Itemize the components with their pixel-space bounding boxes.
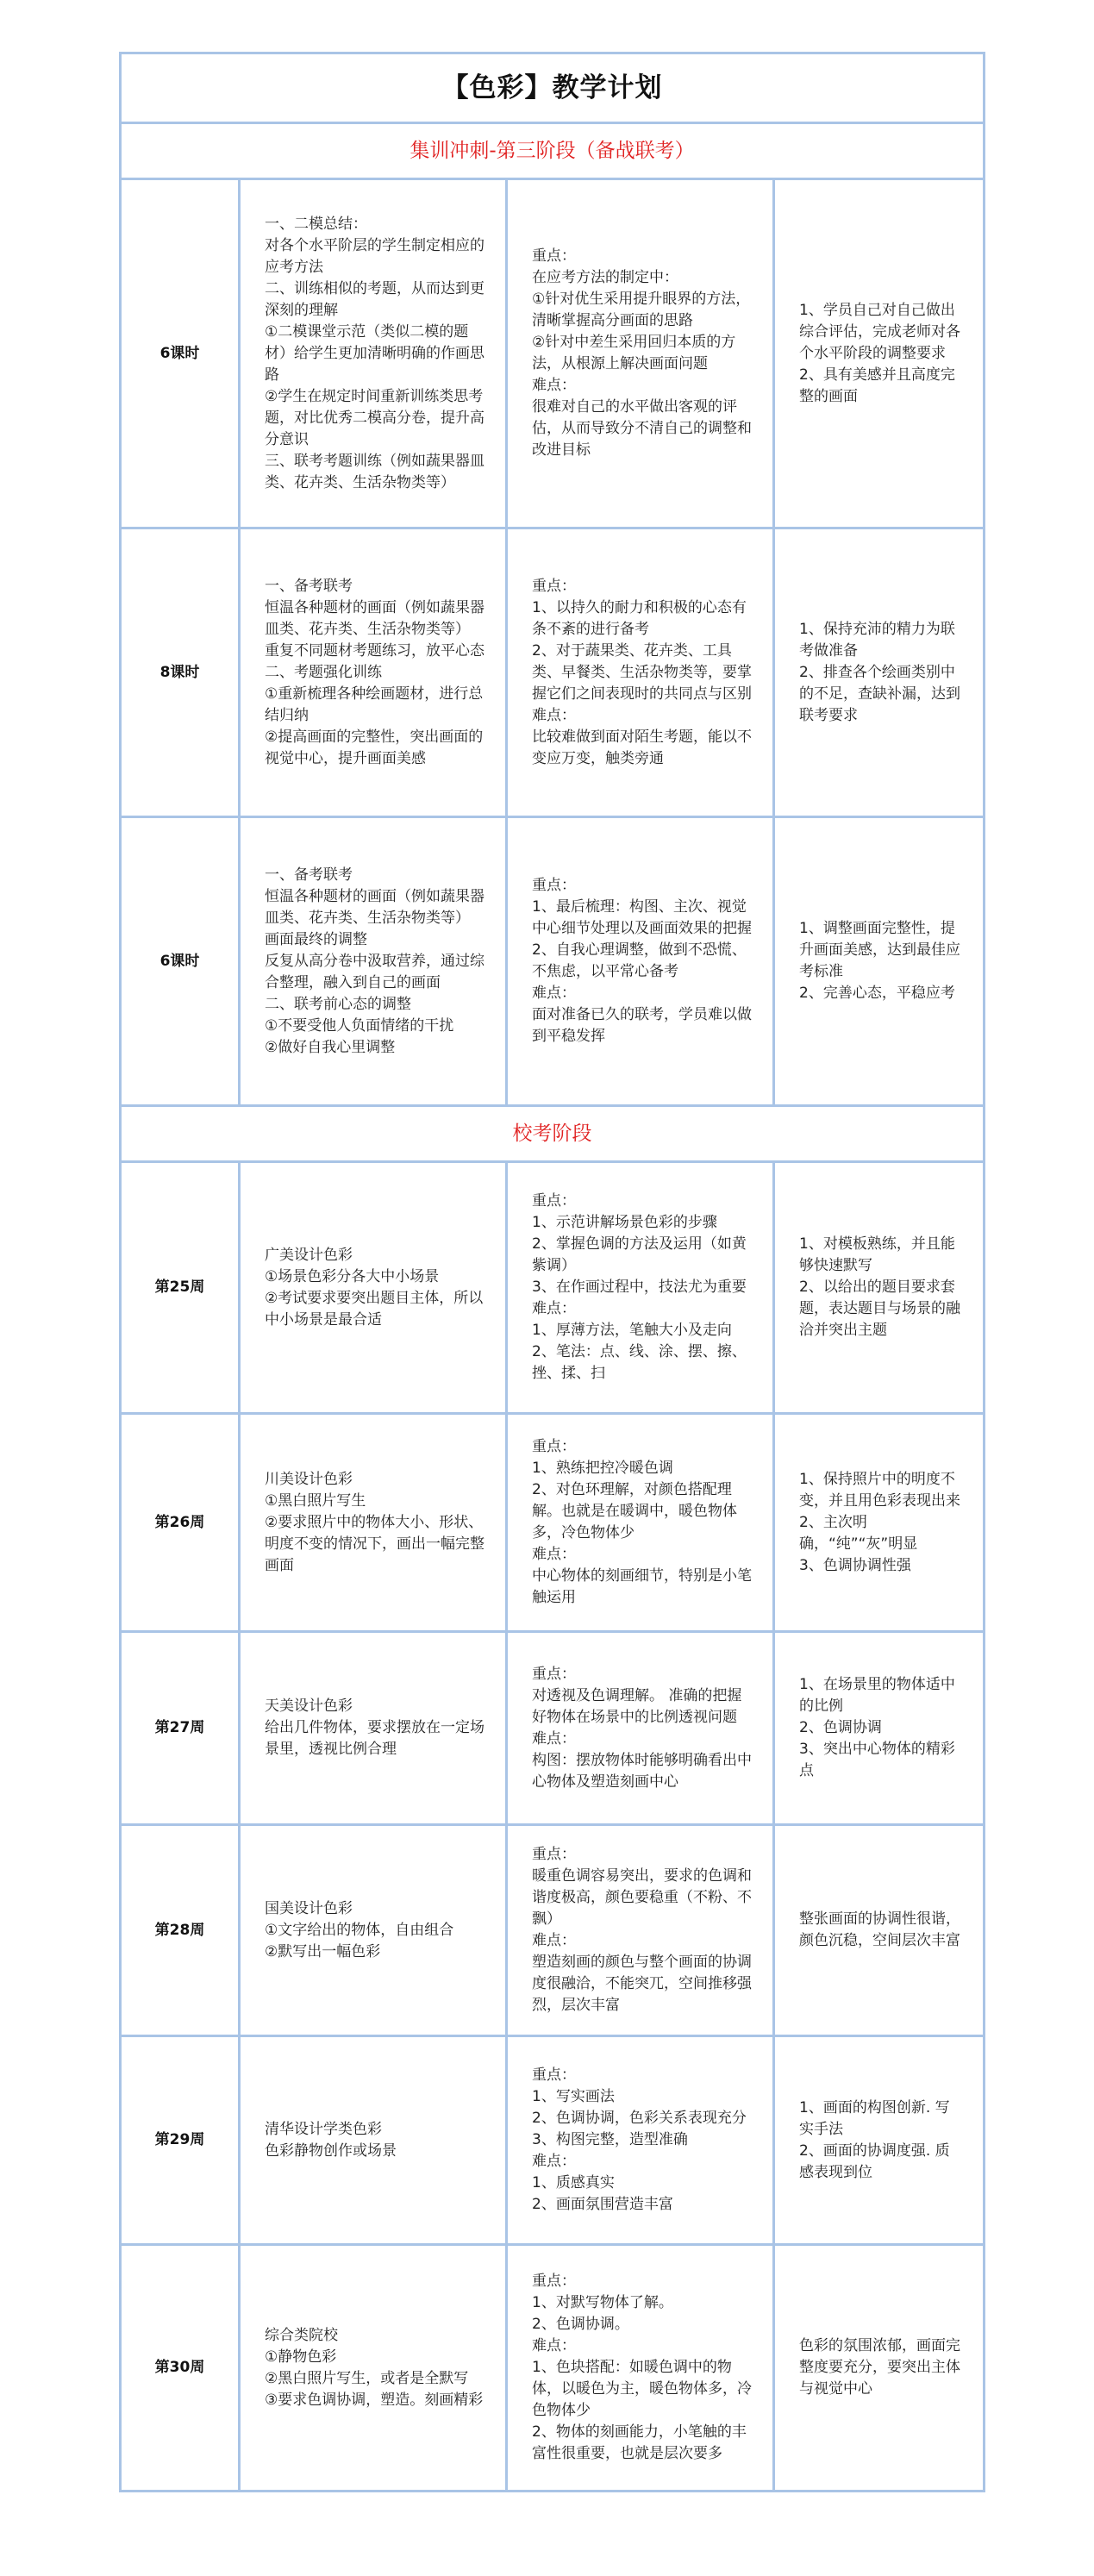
table-row (121, 1632, 985, 1825)
table-row (121, 528, 985, 817)
keypoints-cell: 重点： 1、示范讲解场景色彩的步骤 2、掌握色调的方法及运用（如黄紫调） 3、在作画过程中，技法尤为重要 难点： 1、厚薄方法，笔触大小及走向 2、笔法：点、线、涂、摆、擦、挫、揉、扫 (507, 1162, 774, 1414)
content-cell: 一、二模总结： 对各个水平阶层的学生制定相应的应考方法 二、训练相似的考题，从而达到更深刻的理解 ①二模课堂示范（类似二模的题材）给学生更加清晰明确的作画思路 ②学生在规定时间重新训练类思考题，对比优秀二模高分卷，提升高分意识 三、联考考题训练（例如蔬果器皿类、花卉类、生活杂物类等） (240, 179, 507, 528)
content-cell: 清华设计学类色彩 色彩静物创作或场景 (240, 2036, 507, 2245)
content-cell: 一、备考联考 恒温各种题材的画面（例如蔬果器皿类、花卉类、生活杂物类等） 画面最终的调整 反复从高分卷中汲取营养，通过综合整理，融入到自己的画面 二、联考前心态的调整 ①不要受他人负面情绪的干扰 ②做好自我心里调整 (240, 817, 507, 1106)
period-cell: 第25周 (121, 1162, 240, 1414)
phase-row (121, 1106, 985, 1162)
keypoints-cell: 重点： 对透视及色调理解。 准确的把握好物体在场景中的比例透视问题 难点： 构图：摆放物体时能够明确看出中心物体及塑造刻画中心 (507, 1632, 774, 1825)
content-cell: 天美设计色彩 给出几件物体，要求摆放在一定场景里，透视比例合理 (240, 1632, 507, 1825)
period-cell: 第27周 (121, 1632, 240, 1825)
phase-heading: 校考阶段 (121, 1106, 985, 1162)
goals-cell: 1、在场景里的物体适中的比例 2、色调协调 3、突出中心物体的精彩点 (774, 1632, 985, 1825)
content-cell: 广美设计色彩 ①场景色彩分各大中小场景 ②考试要求要突出题目主体，所以中小场景是最合适 (240, 1162, 507, 1414)
table-row (121, 2036, 985, 2245)
period-cell: 6课时 (121, 179, 240, 528)
phase-heading: 集训冲刺-第三阶段（备战联考） (121, 123, 985, 179)
table-row (121, 1162, 985, 1414)
page-title: 【色彩】教学计划 (121, 53, 985, 123)
table-row (121, 817, 985, 1106)
phase-row (121, 123, 985, 179)
content-cell: 综合类院校 ①静物色彩 ②黑白照片写生，或者是全默写 ③要求色调协调，塑造。刻画精彩 (240, 2245, 507, 2492)
goals-cell: 1、调整画面完整性，提升画面美感，达到最佳应考标准 2、完善心态，平稳应考 (774, 817, 985, 1106)
goals-cell: 整张画面的协调性很谐，颜色沉稳，空间层次丰富 (774, 1825, 985, 2036)
goals-cell: 1、保持照片中的明度不变，并且用色彩表现出来 2、主次明确，“纯”“灰”明显 3、色调协调性强 (774, 1414, 985, 1632)
keypoints-cell: 重点： 1、对默写物体了解。 2、色调协调。 难点： 1、色块搭配：如暖色调中的物体，以暖色为主，暖色物体多，冷色物体少 2、物体的刻画能力，小笔触的丰富性很重要，也就是层次要多 (507, 2245, 774, 2492)
content-cell: 一、备考联考 恒温各种题材的画面（例如蔬果器皿类、花卉类、生活杂物类等） 重复不同题材考题练习，放平心态 二、考题强化训练 ①重新梳理各种绘画题材，进行总结归纳 ②提高画面的完整性，突出画面的视觉中心，提升画面美感 (240, 528, 507, 817)
keypoints-cell: 重点： 1、以持久的耐力和积极的心态有条不紊的进行备考 2、对于蔬果类、花卉类、工具类、早餐类、生活杂物类等，要掌握它们之间表现时的共同点与区别 难点： 比较难做到面对陌生考题，能以不变应万变，触类旁通 (507, 528, 774, 817)
goals-cell: 1、画面的构图创新. 写实手法 2、画面的协调度强. 质感表现到位 (774, 2036, 985, 2245)
period-cell: 6课时 (121, 817, 240, 1106)
period-cell: 第26周 (121, 1414, 240, 1632)
goals-cell: 色彩的氛围浓郁，画面完整度要充分，要突出主体与视觉中心 (774, 2245, 985, 2492)
period-cell: 8课时 (121, 528, 240, 817)
period-cell: 第28周 (121, 1825, 240, 2036)
period-cell: 第29周 (121, 2036, 240, 2245)
table-row (121, 2245, 985, 2492)
teaching-plan-table (119, 52, 985, 2492)
keypoints-cell: 重点： 1、熟练把控冷暖色调 2、对色环理解，对颜色搭配理解。也就是在暖调中，暖色物体多，冷色物体少 难点： 中心物体的刻画细节，特别是小笔触运用 (507, 1414, 774, 1632)
title-row (121, 53, 985, 123)
period-cell: 第30周 (121, 2245, 240, 2492)
goals-cell: 1、对模板熟练，并且能够快速默写 2、以给出的题目要求套题，表达题目与场景的融洽并突出主题 (774, 1162, 985, 1414)
table-row (121, 179, 985, 528)
keypoints-cell: 重点： 1、写实画法 2、色调协调，色彩关系表现充分 3、构图完整，造型准确 难点： 1、质感真实 2、画面氛围营造丰富 (507, 2036, 774, 2245)
goals-cell: 1、保持充沛的精力为联考做准备 2、排查各个绘画类别中的不足，查缺补漏，达到联考要求 (774, 528, 985, 817)
keypoints-cell: 重点： 暖重色调容易突出，要求的色调和谐度极高，颜色要稳重（不粉、不飘） 难点： 塑造刻画的颜色与整个画面的协调度很融洽，不能突兀，空间推移强烈，层次丰富 (507, 1825, 774, 2036)
keypoints-cell: 重点： 1、最后梳理：构图、主次、视觉中心细节处理以及画面效果的把握 2、自我心理调整，做到不恐慌、不焦虑，以平常心备考 难点： 面对准备已久的联考，学员难以做到平稳发挥 (507, 817, 774, 1106)
content-cell: 川美设计色彩 ①黑白照片写生 ②要求照片中的物体大小、形状、明度不变的情况下，画出一幅完整画面 (240, 1414, 507, 1632)
goals-cell: 1、学员自己对自己做出综合评估，完成老师对各个水平阶段的调整要求 2、具有美感并且高度完整的画面 (774, 179, 985, 528)
content-cell: 国美设计色彩 ①文字给出的物体，自由组合 ②默写出一幅色彩 (240, 1825, 507, 2036)
table-row (121, 1825, 985, 2036)
keypoints-cell: 重点： 在应考方法的制定中： ①针对优生采用提升眼界的方法，清晰掌握高分画面的思路 ②针对中差生采用回归本质的方法，从根源上解决画面问题 难点： 很难对自己的水平做出客观的评估，从而导致分不清自己的调整和改进目标 (507, 179, 774, 528)
table-row (121, 1414, 985, 1632)
